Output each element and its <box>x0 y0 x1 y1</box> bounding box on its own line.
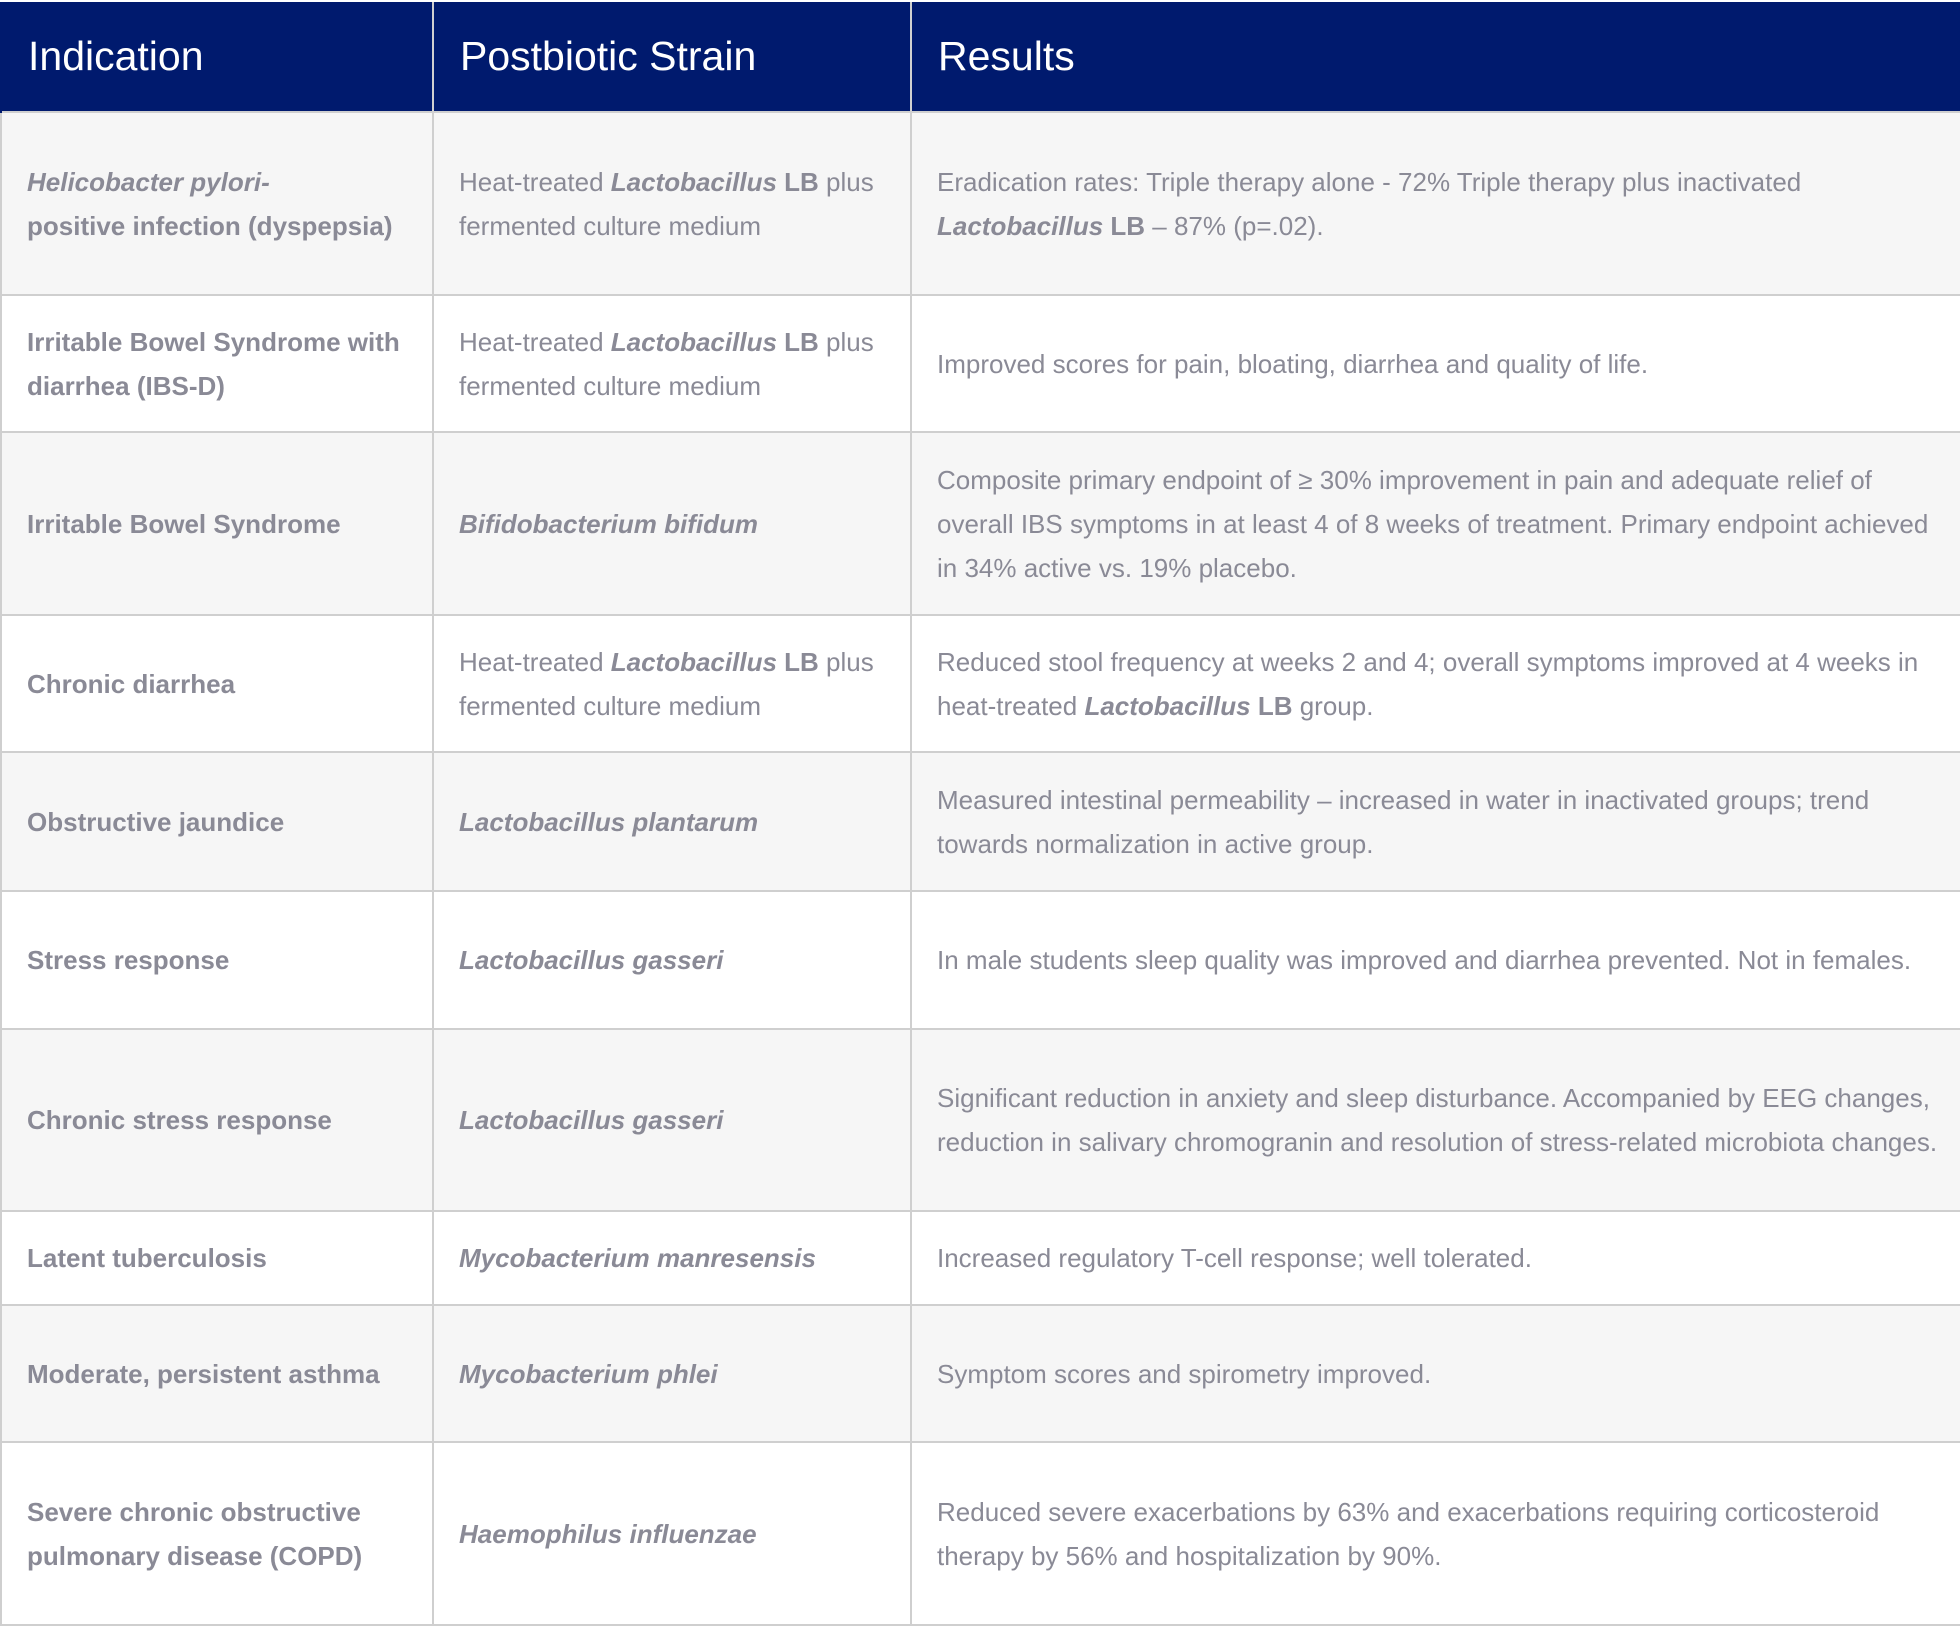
results-cell: Significant reduction in anxiety and sleep disturbance. Accompanied by EEG changes, reduction in salivary chromogranin and resolution of stress-related microbiota changes. <box>911 1029 1960 1211</box>
strain-cell <box>433 1029 911 1211</box>
results-cell: Reduced severe exacerbations by 63% and exacerbations requiring corticosteroid therapy by 56% and hospitalization by 90%. <box>911 1442 1960 1625</box>
strain-suffix-bold: LB <box>776 166 819 197</box>
table-row <box>1 1442 1960 1625</box>
strain-suffix-bold: LB <box>776 326 819 357</box>
strain-name: Mycobacterium manresensis <box>459 1243 816 1273</box>
strain-cell <box>433 1211 911 1305</box>
strain-cell <box>433 752 911 891</box>
results-cell: In male students sleep quality was improved and diarrhea prevented. Not in females. <box>911 891 1960 1029</box>
strain-cell <box>433 1305 911 1442</box>
results-strain: Lactobacillus <box>937 210 1104 241</box>
strain-prefix: Heat-treated <box>459 646 611 677</box>
strain-name: Lactobacillus <box>610 326 777 357</box>
results-cell: Measured intestinal permeability – increased in water in inactivated groups; trend towards normalization in active group. <box>911 752 1960 891</box>
indication-cell: Moderate, persistent asthma <box>1 1305 433 1442</box>
indication-cell: Latent tuberculosis <box>1 1211 433 1305</box>
strain-cell <box>433 112 911 295</box>
results-strain-bold: LB <box>1103 210 1146 241</box>
strain-cell <box>433 1442 911 1625</box>
strain-name: Haemophilus influenzae <box>459 1518 757 1549</box>
indication-cell: Obstructive jaundice <box>1 752 433 891</box>
table-header-row <box>1 2 1960 112</box>
indication-cell: Chronic diarrhea <box>1 615 433 752</box>
strain-name: Lactobacillus <box>610 646 777 677</box>
indication-cell: Chronic stress response <box>1 1029 433 1211</box>
table-row <box>1 752 1960 891</box>
results-suffix: group. <box>1292 690 1374 721</box>
strain-name: Lactobacillus gasseri <box>459 1105 724 1135</box>
strain-suffix-bold: LB <box>776 646 819 677</box>
strain-cell <box>433 295 911 432</box>
indication-cell <box>1 112 433 295</box>
strain-prefix: Heat-treated <box>459 326 611 357</box>
column-header-strain: Postbiotic Strain <box>433 2 911 112</box>
strain-suffix: plus fermented culture medium <box>459 326 874 401</box>
results-prefix: Eradication rates: Triple therapy alone - 72% Triple therapy plus inactivated <box>937 166 1802 197</box>
table-row <box>1 295 1960 432</box>
results-strain-bold: LB <box>1250 690 1293 721</box>
indication-cell: Stress response <box>1 891 433 1029</box>
table-row <box>1 615 1960 752</box>
table-row <box>1 112 1960 295</box>
column-header-results: Results <box>911 2 1960 112</box>
strain-cell <box>433 432 911 615</box>
results-prefix: Reduced stool frequency at weeks 2 and 4; overall symptoms improved at 4 weeks in heat-treated <box>937 646 1919 721</box>
strain-cell <box>433 615 911 752</box>
indication-cell: Irritable Bowel Syndrome with diarrhea (IBS-D) <box>1 295 433 432</box>
strain-name: Bifidobacterium bifidum <box>459 508 758 539</box>
table-row <box>1 891 1960 1029</box>
indication-text: positive infection (dyspepsia) <box>27 210 393 241</box>
table-row <box>1 1029 1960 1211</box>
strain-prefix: Heat-treated <box>459 166 611 197</box>
results-cell: Composite primary endpoint of ≥ 30% improvement in pain and adequate relief of overall IBS symptoms in at least 4 of 8 weeks of treatment. Primary endpoint achieved in 34% active vs. 19% placebo. <box>911 432 1960 615</box>
results-suffix: – 87% (p=.02). <box>1145 210 1324 241</box>
strain-name: Lactobacillus gasseri <box>459 945 724 975</box>
strain-name: Lactobacillus <box>610 166 777 197</box>
table-row <box>1 1305 1960 1442</box>
results-cell: Increased regulatory T-cell response; well tolerated. <box>911 1211 1960 1305</box>
strain-name: Mycobacterium phlei <box>459 1358 718 1389</box>
indication-cell: Irritable Bowel Syndrome <box>1 432 433 615</box>
results-cell: Symptom scores and spirometry improved. <box>911 1305 1960 1442</box>
results-cell <box>911 112 1960 295</box>
indication-italic: Helicobacter pylori- <box>27 166 270 197</box>
results-strain: Lactobacillus <box>1084 690 1251 721</box>
strain-name: Lactobacillus plantarum <box>459 806 759 837</box>
strain-suffix: plus fermented culture medium <box>459 646 874 721</box>
column-header-indication: Indication <box>1 2 433 112</box>
strain-cell <box>433 891 911 1029</box>
strain-suffix: plus fermented culture medium <box>459 166 874 241</box>
postbiotic-results-table <box>0 2 1960 1626</box>
table-row <box>1 432 1960 615</box>
results-cell <box>911 615 1960 752</box>
indication-cell: Severe chronic obstructive pulmonary disease (COPD) <box>1 1442 433 1625</box>
results-cell: Improved scores for pain, bloating, diarrhea and quality of life. <box>911 295 1960 432</box>
table-row <box>1 1211 1960 1305</box>
